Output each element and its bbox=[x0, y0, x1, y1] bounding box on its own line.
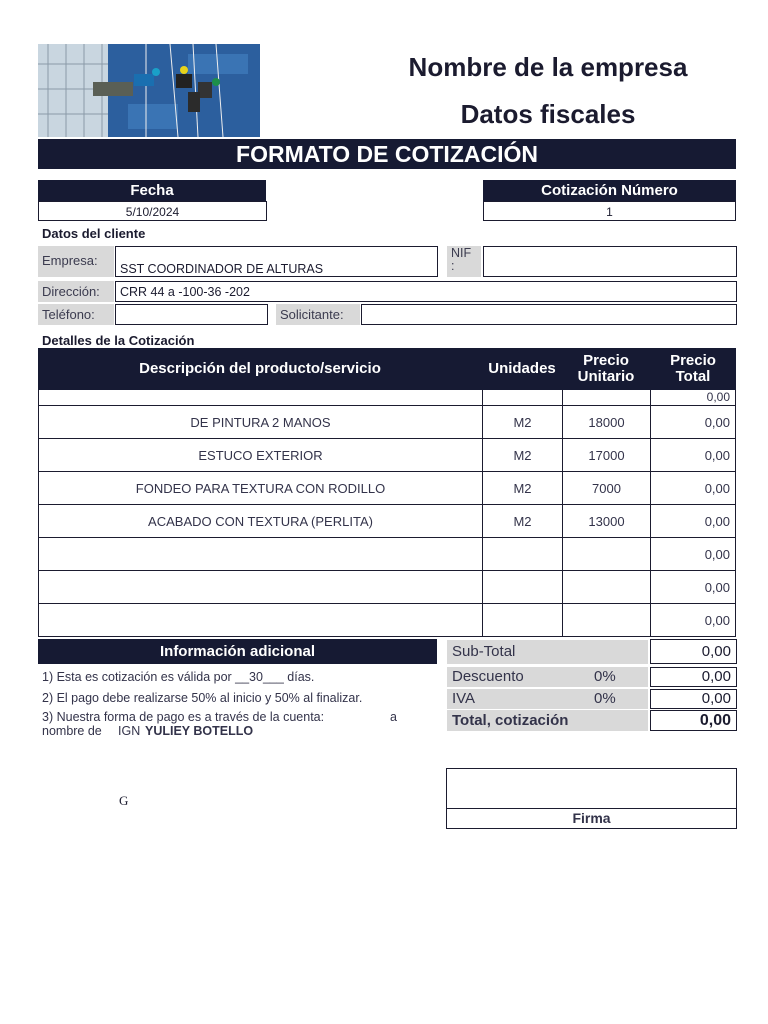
fiscal-data: Datos fiscales bbox=[460, 99, 636, 129]
company-field[interactable]: SST COORDINADOR DE ALTURAS bbox=[115, 246, 438, 277]
quote-number-field[interactable]: 1 bbox=[483, 201, 736, 221]
item-description[interactable]: DE PINTURA 2 MANOS bbox=[39, 406, 483, 438]
col-unit-price: Precio Unitario bbox=[577, 352, 635, 385]
quote-number-label: Cotización Número bbox=[483, 180, 736, 201]
table-row bbox=[38, 472, 736, 505]
discount-percent: 0% bbox=[594, 668, 616, 685]
item-unit-price[interactable]: 18000 bbox=[563, 406, 651, 438]
item-description[interactable]: ACABADO CON TEXTURA (PERLITA) bbox=[39, 505, 483, 537]
item-description[interactable] bbox=[39, 538, 483, 570]
items-section-title: Detalles de la Cotización bbox=[42, 333, 195, 348]
item-total[interactable]: 0,00 bbox=[704, 447, 730, 463]
discount-label: Descuento bbox=[447, 667, 648, 687]
discount-value: 0,00 bbox=[650, 667, 737, 687]
note-payment: 2) El pago debe realizarse 50% al inicio y 50% al finalizar. bbox=[42, 691, 363, 705]
item-units[interactable]: M2 bbox=[483, 472, 563, 504]
item-total[interactable]: 0,00 bbox=[706, 390, 730, 404]
item-units[interactable] bbox=[483, 390, 563, 405]
note-account-name-prefix: nombre de bbox=[42, 724, 102, 738]
date-label: Fecha bbox=[38, 180, 266, 201]
date-field[interactable]: 5/10/2024 bbox=[38, 201, 267, 221]
total-value: 0,00 bbox=[650, 710, 737, 731]
item-description[interactable]: FONDEO PARA TEXTURA CON RODILLO bbox=[39, 472, 483, 504]
phone-field[interactable] bbox=[115, 304, 268, 325]
table-row bbox=[38, 571, 736, 604]
item-units[interactable]: M2 bbox=[483, 505, 563, 537]
stray-letter: G bbox=[119, 793, 129, 808]
item-unit-price[interactable]: 17000 bbox=[563, 439, 651, 471]
company-photo bbox=[38, 44, 260, 137]
note-account-ign: IGN bbox=[118, 724, 141, 738]
item-unit-price[interactable]: 13000 bbox=[563, 505, 651, 537]
note-account-a: a bbox=[390, 710, 397, 724]
item-unit-price[interactable] bbox=[563, 390, 651, 405]
item-description[interactable]: ESTUCO EXTERIOR bbox=[39, 439, 483, 471]
col-description: Descripción del producto/servicio bbox=[139, 360, 381, 377]
item-total[interactable]: 0,00 bbox=[704, 579, 730, 595]
iva-percent: 0% bbox=[594, 690, 616, 707]
phone-label: Teléfono: bbox=[38, 304, 114, 325]
additional-info-title: Información adicional bbox=[38, 639, 437, 664]
item-total[interactable]: 0,00 bbox=[704, 513, 730, 529]
item-total[interactable]: 0,00 bbox=[704, 414, 730, 430]
nif-field[interactable] bbox=[483, 246, 737, 277]
table-row bbox=[38, 390, 736, 406]
table-row bbox=[38, 439, 736, 472]
item-unit-price[interactable] bbox=[563, 571, 651, 603]
address-label: Dirección: bbox=[38, 281, 114, 302]
requester-label: Solicitante: bbox=[276, 304, 360, 325]
item-units[interactable]: M2 bbox=[483, 439, 563, 471]
item-units[interactable] bbox=[483, 571, 563, 603]
col-units: Unidades bbox=[488, 360, 556, 377]
item-description[interactable] bbox=[39, 571, 483, 603]
items-table-header bbox=[38, 348, 736, 390]
item-total[interactable]: 0,00 bbox=[704, 612, 730, 628]
note-validity: 1) Esta es cotización es válida por __30___ días. bbox=[42, 670, 315, 684]
item-units[interactable] bbox=[483, 538, 563, 570]
table-row bbox=[38, 406, 736, 439]
iva-value: 0,00 bbox=[650, 689, 737, 709]
company-label: Empresa: bbox=[38, 246, 114, 277]
col-total-price: Precio Total bbox=[670, 352, 716, 385]
signature-label: Firma bbox=[446, 808, 737, 829]
item-unit-price[interactable] bbox=[563, 604, 651, 636]
item-total[interactable]: 0,00 bbox=[704, 546, 730, 562]
nif-label: NIF : bbox=[447, 246, 481, 277]
items-table-body bbox=[38, 390, 736, 637]
subtotal-value: 0,00 bbox=[650, 639, 737, 664]
iva-label: IVA bbox=[447, 689, 648, 709]
table-row bbox=[38, 538, 736, 571]
document-title: FORMATO DE COTIZACIÓN bbox=[38, 139, 736, 169]
item-description[interactable] bbox=[39, 604, 483, 636]
item-units[interactable]: M2 bbox=[483, 406, 563, 438]
note-account: 3) Nuestra forma de pago es a través de la cuenta: bbox=[42, 710, 325, 724]
table-row bbox=[38, 505, 736, 538]
item-units[interactable] bbox=[483, 604, 563, 636]
item-description[interactable] bbox=[39, 390, 483, 405]
item-unit-price[interactable]: 7000 bbox=[563, 472, 651, 504]
item-unit-price[interactable] bbox=[563, 538, 651, 570]
note-account-holder: YULIEY BOTELLO bbox=[145, 724, 254, 738]
table-row bbox=[38, 604, 736, 637]
requester-field[interactable] bbox=[361, 304, 737, 325]
address-field[interactable]: CRR 44 a -100-36 -202 bbox=[115, 281, 737, 302]
total-label: Total, cotización bbox=[447, 710, 648, 731]
company-name: Nombre de la empresa bbox=[408, 52, 688, 82]
client-section-title: Datos del cliente bbox=[42, 226, 146, 241]
item-total[interactable]: 0,00 bbox=[704, 480, 730, 496]
signature-box[interactable] bbox=[446, 768, 737, 809]
subtotal-label: Sub-Total bbox=[447, 640, 648, 664]
